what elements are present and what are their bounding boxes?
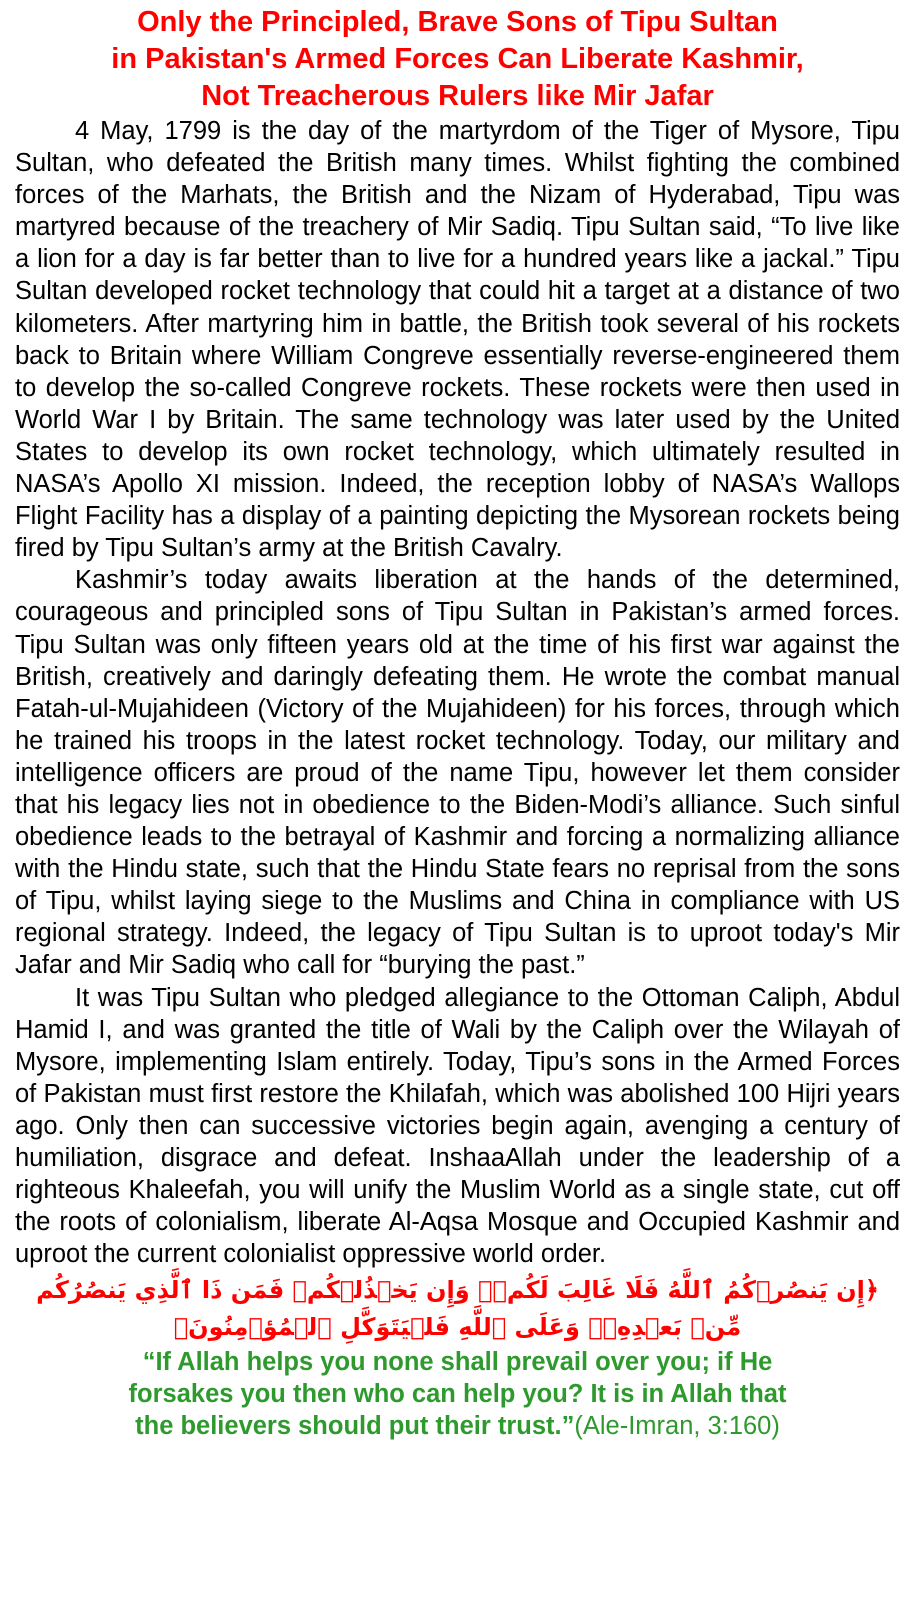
title-line: Not Treacherous Rulers like Mir Jafar bbox=[201, 80, 714, 112]
translation-line-text: the believers should put their trust.” bbox=[135, 1412, 575, 1441]
title-line: in Pakistan's Armed Forces Can Liberate Kashmir, bbox=[111, 43, 804, 75]
translation-line bbox=[15, 1378, 900, 1410]
arabic-verse-line: مِّنۢ بَعۡدِهِۦۗ وَعَلَى ٱللَّهِ فَلۡيَتَوَكَّلِ ٱلۡمُؤۡمِنُونَ﴾ bbox=[173, 1313, 742, 1342]
title-line: Only the Principled, Brave Sons of Tipu Sultan bbox=[137, 6, 778, 38]
body-paragraph: It was Tipu Sultan who pledged allegiance to the Ottoman Caliph, Abdul Hamid I, and was granted the title of Wali by the Caliph over the Wilayah of Mysore, implementing Islam entirely. Today, Tipu’s sons in the Armed Forces of Pakistan must first restore the Khilafah, which was abolished 100 Hijri years ago. Only then can successive victories begin again, avenging a century of humiliation, disgrace and defeat. InshaaAllah under the leadership of a righteous Khaleefah, you will unify the Muslim World as a single state, cut off the roots of colonialism, liberate Al-Aqsa Mosque and Occupied Kashmir and uproot the current colonialist oppressive world order. bbox=[15, 983, 900, 1269]
translation-line: “If Allah helps you none shall prevail over you; if He bbox=[142, 1348, 773, 1377]
page-title bbox=[15, 4, 900, 115]
translation-line bbox=[15, 1410, 900, 1442]
quran-verse-arabic bbox=[15, 1272, 900, 1346]
arabic-verse-line: ﴿إِن يَنصُرۡكُمُ ٱللَّهُ فَلَا غَالِبَ لَكُمۡۖ وَإِن يَخۡذُلۡكُمۡ فَمَن ذَا ٱلَّذِي يَنصُرُكُم bbox=[36, 1276, 879, 1305]
translation-line-text: forsakes you then who can help you? It is in Allah that bbox=[128, 1380, 787, 1409]
quran-verse-translation bbox=[15, 1346, 900, 1442]
verse-citation: (Ale-Imran, 3:160) bbox=[574, 1412, 780, 1441]
body-paragraph: 4 May, 1799 is the day of the martyrdom of the Tiger of Mysore, Tipu Sultan, who defeated the British many times. Whilst fighting the combined forces of the Marhats, the British and the Nizam of Hyderabad, Tipu was martyred because of the treachery of Mir Sadiq. Tipu Sultan said, “To live like a lion for a day is far better than to live for a hundred years like a jackal.” Tipu Sultan developed rocket technology that could hit a target at a distance of two kilometers. After martyring him in battle, the British took several of his rockets back to Britain where William Congreve essentially reverse-engineered them to develop the so-called Congreve rockets. These rockets were then used in World War I by Britain. The same technology was later used by the United States to develop its own rocket technology, which ultimately resulted in NASA’s Apollo XI mission. Indeed, the reception lobby of NASA’s Wallops Flight Facility has a display of a painting depicting the Mysorean rockets being fired by Tipu Sultan’s army at the British Cavalry. bbox=[15, 117, 900, 563]
body-paragraph: Kashmir’s today awaits liberation at the hands of the determined, courageous and principled sons of Tipu Sultan in Pakistan’s armed forces. Tipu Sultan was only fifteen years old at the time of his first war against the British, creatively and daringly defeating them. He wrote the combat manual Fatah-ul-Mujahideen (Victory of the Mujahideen) for his forces, through which he trained his troops in the latest rocket technology. Today, our military and intelligence officers are proud of the name Tipu, however let them consider that his legacy lies not in obedience to the Biden-Modi’s alliance. Such sinful obedience leads to the betrayal of Kashmir and forcing a normalizing alliance with the Hindu state, such that the Hindu State fears no reprisal from the sons of Tipu, whilst laying siege to the Muslims and China in compliance with US regional strategy. Indeed, the legacy of Tipu Sultan is to uproot today's Mir Jafar and Mir Sadiq who call for “burying the past.” bbox=[15, 566, 900, 980]
